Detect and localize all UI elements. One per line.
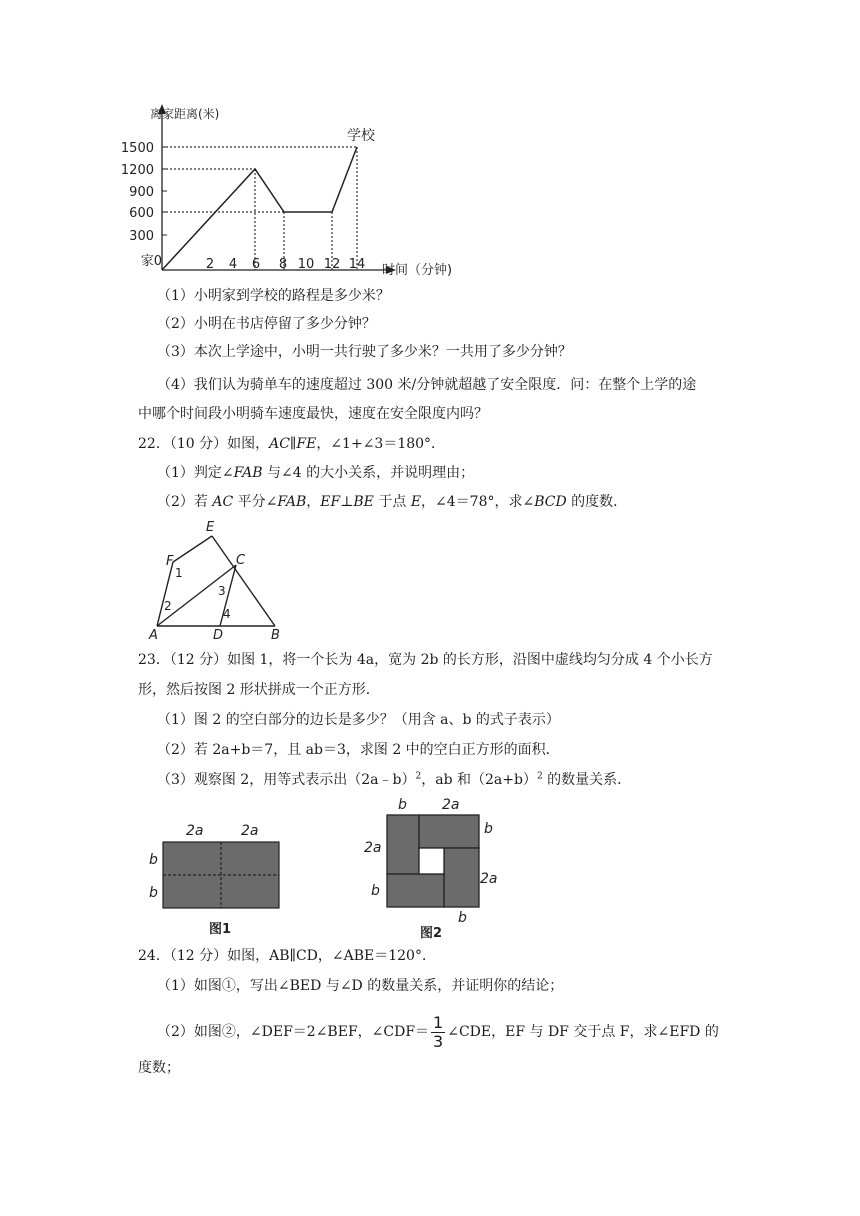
q22-p2-f: EF xyxy=(320,494,341,510)
fig1-left-b-bottom: b xyxy=(149,885,158,901)
fig1-top-2a-right: 2a xyxy=(241,823,259,839)
fig1-left-b-top: b xyxy=(149,852,158,868)
x-tick-14: 14 xyxy=(348,257,366,272)
q21-part2: （2）小明在书店停留了多少分钟？ xyxy=(157,316,376,332)
q24-part2-line2: 度数； xyxy=(138,1060,180,1076)
fraction-one-third xyxy=(431,1014,445,1051)
q23-p3-exp1: 2 xyxy=(415,771,422,782)
q21-part4-line2: 中哪个时间段小明骑车速度最快，速度在安全限度内吗？ xyxy=(138,406,488,422)
q21-part4-line1: （4）我们认为骑单车的速度超过 300 米/分钟就超越了安全限度．问：在整个上学的途 xyxy=(157,377,697,393)
blank-center-square xyxy=(419,848,444,874)
q24-heading: 24．（12 分）如图，AB∥CD，∠ABE＝120°． xyxy=(138,948,436,964)
fig2-caption: 图2 xyxy=(419,926,443,941)
q23-part3 xyxy=(157,770,631,790)
y-tick-1500: 1500 xyxy=(120,141,154,156)
q22-p2-h: BE xyxy=(353,494,374,510)
segment-AF xyxy=(157,562,173,626)
q22-part1 xyxy=(157,463,474,483)
angle-label-2: 2 xyxy=(164,599,172,613)
q22-p1-b: FAB xyxy=(233,465,263,481)
q23-heading-line1: 23．（12 分）如图 1，将一个长为 4a，宽为 2b 的长方形，沿图中虚线均匀分成 4 个小长方 xyxy=(138,652,713,668)
x-tick-6: 6 xyxy=(251,257,261,272)
y-tick-1200: 1200 xyxy=(120,163,154,178)
q23-p3-e: 的数量关系． xyxy=(542,772,632,788)
fig2-left-b: b xyxy=(371,883,380,899)
q21-part1: （1）小明家到学校的路程是多少米？ xyxy=(157,288,390,304)
q24-p2-b: ∠CDE，EF 与 DF 交于点 F，求∠EFD 的 xyxy=(447,1024,719,1040)
y-tick-900: 900 xyxy=(129,185,154,200)
label-A: A xyxy=(149,628,158,643)
label-B: B xyxy=(271,628,280,643)
q22-p2-c: 平分∠ xyxy=(233,494,278,510)
label-F: F xyxy=(166,554,174,569)
school-label: 学校 xyxy=(347,128,375,144)
fraction-denominator: 3 xyxy=(433,1031,444,1051)
fig2-top-2a: 2a xyxy=(442,797,460,813)
label-E: E xyxy=(206,520,215,535)
segment-FE xyxy=(173,536,212,562)
angle-label-1: 1 xyxy=(175,566,183,580)
origin-label: 家0 xyxy=(140,254,162,269)
x-tick-10: 10 xyxy=(297,257,315,272)
q23-p3-c: ，ab 和（2a+b） xyxy=(421,772,537,788)
q22-heading-a: 22．（10 分）如图， xyxy=(138,436,270,452)
fraction-numerator: 1 xyxy=(433,1012,444,1032)
piece-top-horizontal xyxy=(419,815,479,848)
y-axis-title: 离家距离(米) xyxy=(150,107,220,121)
piece-left-vertical xyxy=(387,815,419,874)
piece-right-vertical xyxy=(444,848,479,907)
x-tick-2: 2 xyxy=(205,257,215,272)
q23-part1: （1）图 2 的空白部分的边长是多少？（用含 a、b 的式子表示） xyxy=(157,712,560,728)
q22-geometry-figure xyxy=(140,515,300,643)
q23-part2: （2）若 2a+b＝7，且 ab＝3，求图 2 中的空白正方形的面积． xyxy=(157,742,560,758)
q22-p2-j: E xyxy=(410,494,422,510)
q22-p2-a: （2）若 xyxy=(157,494,213,510)
x-tick-12: 12 xyxy=(323,257,341,272)
piece-bottom-horizontal xyxy=(387,874,444,907)
q22-p2-g: ⊥ xyxy=(340,494,354,510)
q23-figure2 xyxy=(358,795,508,943)
q22-p2-e: ， xyxy=(306,494,321,510)
y-tick-600: 600 xyxy=(129,206,154,221)
label-C: C xyxy=(236,553,246,568)
x-tick-8: 8 xyxy=(278,257,288,272)
fig1-caption: 图1 xyxy=(208,922,232,937)
q22-p2-b: AC xyxy=(212,494,234,510)
y-tick-300: 300 xyxy=(129,229,154,244)
q22-heading-c: ，∠1+∠3＝180°． xyxy=(316,436,446,452)
q22-p2-l: BCD xyxy=(534,494,567,510)
q24-part2 xyxy=(157,1012,719,1052)
distance-line xyxy=(162,147,357,270)
q23-p3-exp2: 2 xyxy=(536,771,543,782)
x-axis-title: 时间（分钟) xyxy=(382,263,453,278)
fig2-left-2a: 2a xyxy=(364,840,382,856)
fig2-top-b: b xyxy=(398,797,407,813)
label-D: D xyxy=(213,628,224,643)
q22-p1-a: （1）判定∠ xyxy=(157,465,234,481)
fig2-right-b: b xyxy=(484,821,493,837)
q22-part2 xyxy=(157,492,627,512)
q22-p2-k: ，∠4＝78°，求∠ xyxy=(421,494,535,510)
q22-p1-c: 与∠4 的大小关系，并说明理由； xyxy=(262,465,475,481)
q24-p2-a: （2）如图②，∠DEF＝2∠BEF，∠CDF＝ xyxy=(157,1024,430,1040)
fig2-right-2a: 2a xyxy=(480,871,498,887)
fig2-bottom-b: b xyxy=(458,910,467,926)
x-tick-4: 4 xyxy=(228,257,238,272)
q22-heading-b: AC∥FE xyxy=(269,436,317,452)
q22-heading xyxy=(138,434,445,454)
q21-part3: （3）本次上学途中，小明一共行驶了多少米？一共用了多少分钟？ xyxy=(157,344,572,360)
q23-heading-line2: 形，然后按图 2 形状拼成一个正方形． xyxy=(138,682,380,698)
angle-label-3: 3 xyxy=(218,584,226,598)
q23-p3-a: （3）观察图 2，用等式表示出（2a﹣b） xyxy=(157,772,416,788)
q22-p2-i: 于点 xyxy=(373,494,411,510)
angle-label-4: 4 xyxy=(223,607,231,621)
fig1-top-2a-left: 2a xyxy=(186,823,204,839)
q24-part1: （1）如图①，写出∠BED 与∠D 的数量关系，并证明你的结论； xyxy=(157,978,564,994)
segment-EB xyxy=(212,536,275,626)
distance-time-graph xyxy=(120,98,478,280)
q22-p2-m: 的度数． xyxy=(566,494,628,510)
q22-p2-d: FAB xyxy=(277,494,307,510)
q23-figure1 xyxy=(140,815,290,943)
